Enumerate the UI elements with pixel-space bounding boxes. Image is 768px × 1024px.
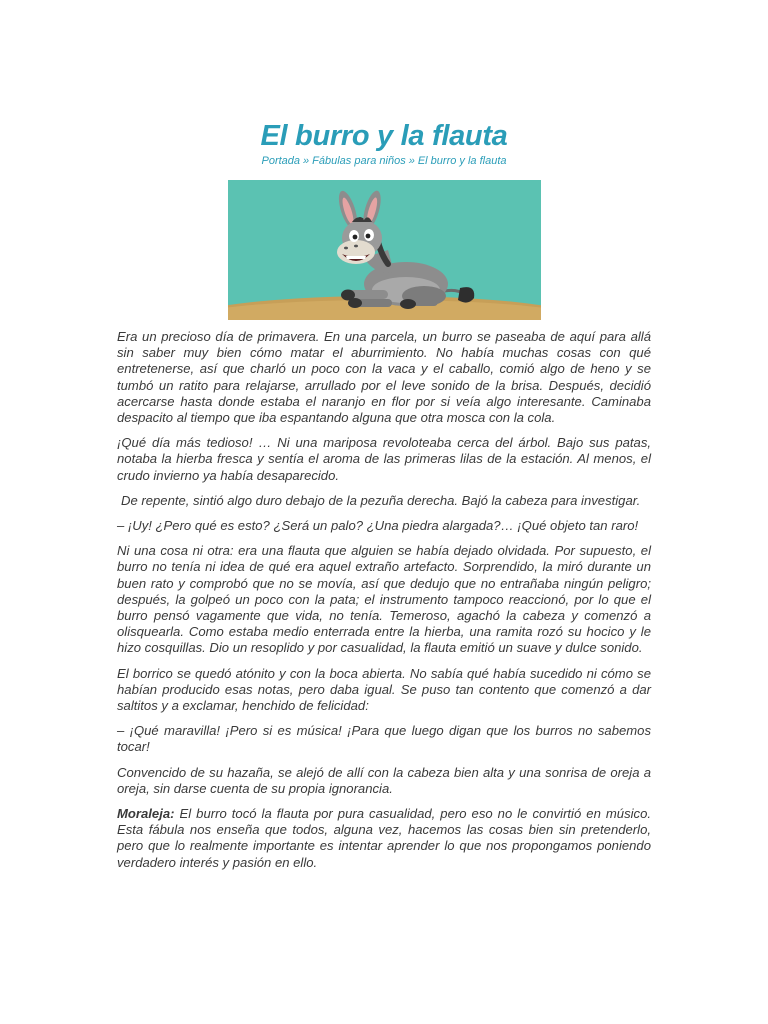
paragraph: Ni una cosa ni otra: era una flauta que alguien se había dejado olvidada. Por supuesto, el burro no tenía ni idea de qué era aquel extraño artefacto. Sorprendido, la miró durante un buen rato y comprobó que no se movía, así que dedujo que no entrañaba ningún peligro; después, la golpeó un poco con la pata; el instrumento tampoco reaccionó, por lo que el burro pensó vagamente que vida, no tenía. Temeroso, agachó la cabeza y comenzó a olisquearla. Como estaba medio enterrada entre la hierba, una ramita rozó su hocico y le hizo cosquillas. Dio un resoplido y por casualidad, la flauta emitió un suave y dulce sonido. [117,543,651,656]
paragraph: De repente, sintió algo duro debajo de la pezuña derecha. Bajó la cabeza para investigar. [121,492,641,508]
paragraph: – ¡Uy! ¿Pero qué es esto? ¿Será un palo? ¿Una piedra alargada?… ¡Qué objeto tan raro! [117,518,639,534]
story-text [117,329,651,880]
moraleja-paragraph [117,806,651,871]
breadcrumb-item-category[interactable]: Fábulas para niños [312,155,406,167]
paragraph: Era un precioso día de primavera. En una parcela, un burro se paseaba de aquí para allá sin saber muy bien cómo matar el aburrimiento. No había muchas cosas con qué entretenerse, así que charló un poco con la vaca y el caballo, comió algo de heno y se tumbó un ratito para relajarse, arrullado por el leve sonido de la brisa. Después, decidió acercarse hasta donde estaba el naranjo en flor por si veía algo interesante. Caminaba despacito al tiempo que iba espantando alguna que otra mosca con la cola. [117,329,651,426]
breadcrumb-item-home[interactable]: Portada [261,155,301,167]
paragraph: El borrico se quedó atónito y con la boca abierta. No sabía qué había sucedido ni cómo se habían producido esas notas, pero daba igual. Se puso tan contento que comenzó a dar saltitos y a exclamar, henchido de felicidad: [117,665,651,714]
page-title: El burro y la flauta [260,120,508,152]
paragraph: Convencido de su hazaña, se alejó de allí con la cabeza bien alta y una sonrisa de oreja a oreja, sin darse cuenta de su propia ignorancia. [117,764,651,796]
breadcrumb [117,155,651,167]
moraleja-text: El burro tocó la flauta por pura casualidad, pero eso no le convirtió en músico. Esta fábula nos enseña que todos, alguna vez, hacemos las cosas bien sin pretenderlo, pero que lo realmente importante es intentar aprender lo que nos propongamos poniendo verdadero interés y pasión en ello. [117,806,651,870]
breadcrumb-separator: » [408,155,415,167]
donkey-illustration [228,180,541,320]
paragraph: – ¡Qué maravilla! ¡Pero si es música! ¡Para que luego digan que los burros no sabemos tocar! [117,723,651,755]
breadcrumb-item-current: El burro y la flauta [417,155,507,167]
breadcrumb-separator: » [303,155,310,167]
moraleja-label: Moraleja: [117,806,175,822]
paragraph: ¡Qué día más tedioso! … Ni una mariposa revoloteaba cerca del árbol. Bajo sus patas, notaba la hierba fresca y sentía el aroma de las primeras lilas de la estación. Al menos, el crudo invierno ya había desaparecido. [117,435,651,483]
